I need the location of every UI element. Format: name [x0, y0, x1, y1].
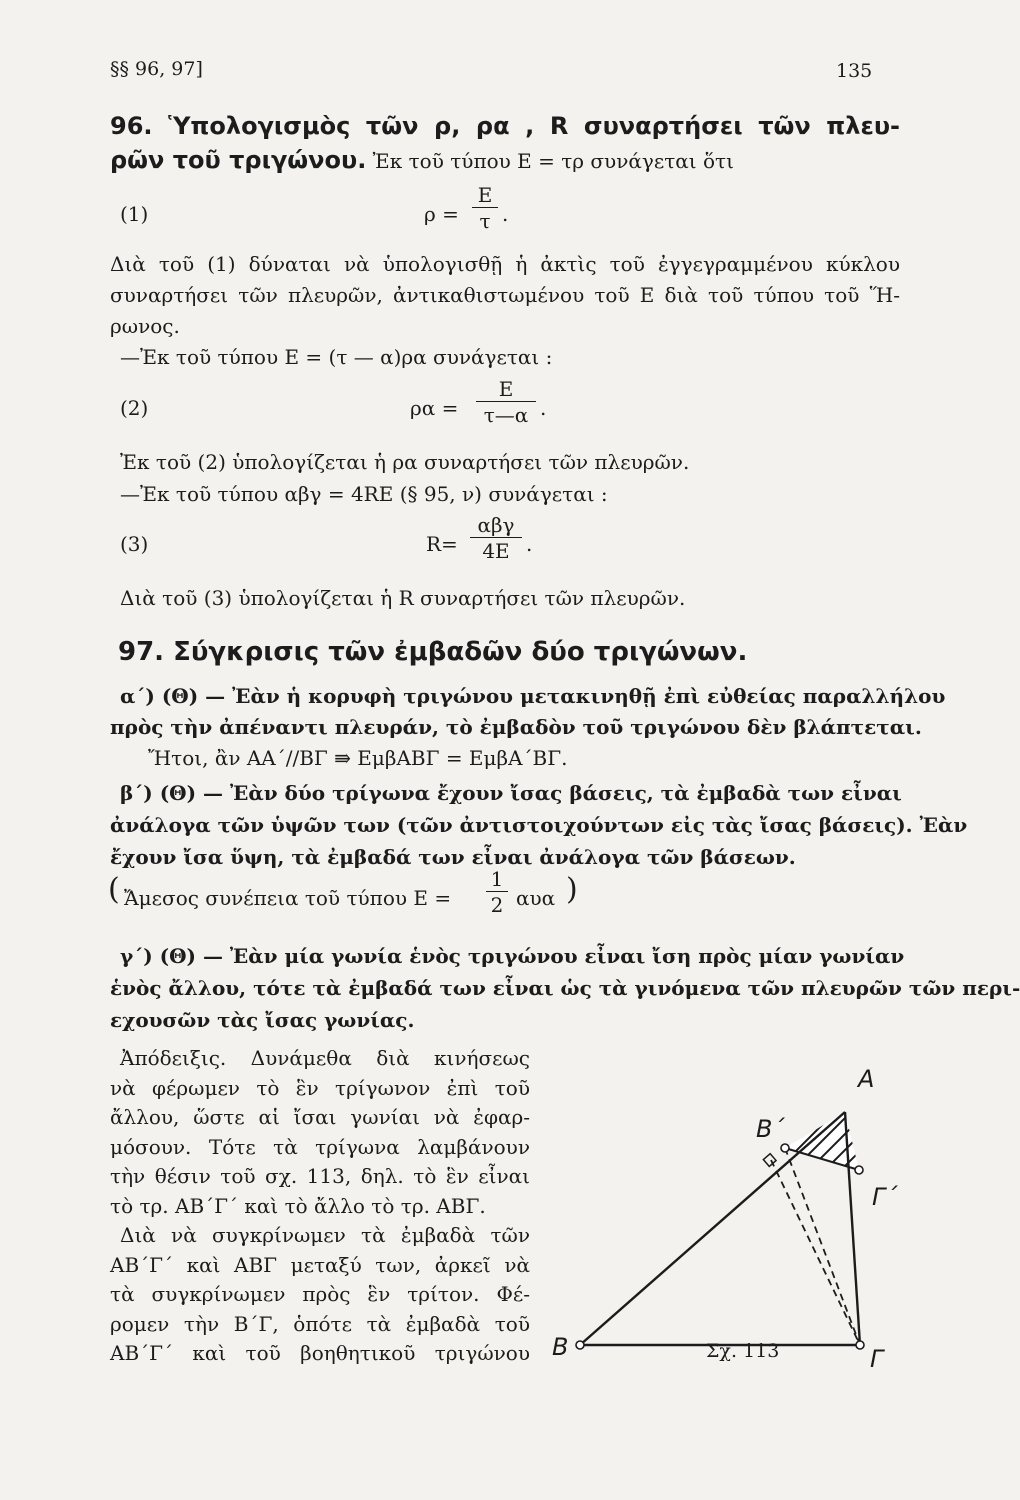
paragraph-line: Διὰ τοῦ (3) ὑπολογίζεται ἡ R συναρτήσει τῶν πλευρῶν.	[120, 586, 686, 610]
theorem-g-line: εχουσῶν τὰς ἴσας γωνίας.	[110, 1008, 415, 1032]
proof-column	[110, 1044, 530, 1369]
label-A: Α	[858, 1065, 875, 1093]
paragraph-line: συναρτήσει τῶν πλευρῶν, ἀντικαθιστωμένου τοῦ Ε διὰ τοῦ τύπου τοῦ Ἥ-	[110, 283, 900, 307]
point-G1	[855, 1166, 863, 1174]
paragraph-line: —Ἐκ τοῦ τύπου Ε = (τ — α)ρα συνάγεται :	[120, 345, 553, 369]
theorem-b-line: ἀνάλογα τῶν ὑψῶν των (τῶν ἀντιστοιχούντων εἰς τὰς ἴσας βάσεις). Ἐὰν	[110, 813, 968, 837]
half-numerator: 1	[490, 867, 504, 891]
proof-line: ΑΒ΄Γ΄ καὶ ΑΒΓ μεταξύ των, ἀρκεῖ νὰ	[110, 1252, 530, 1277]
proof-line: τὸ τρ. ΑΒ΄Γ΄ καὶ τὸ ἄλλο τὸ τρ. ΑΒΓ.	[110, 1193, 486, 1218]
paragraph-line: Διὰ τοῦ (1) δύναται νὰ ὑπολογισθῇ ἡ ἀκτὶς τοῦ ἐγγεγραμμένου κύκλου	[110, 252, 900, 276]
paragraph-line: Ἐκ τοῦ (2) ὑπολογίζεται ἡ ρα συναρτήσει τῶν πλευρῶν.	[120, 450, 690, 474]
eq1-lhs: ρ =	[424, 202, 459, 226]
height-from-G	[771, 1160, 860, 1345]
eq1-label: (1)	[120, 202, 149, 226]
eq2-fraction	[476, 378, 536, 426]
paragraph-line: ρωνος.	[110, 314, 180, 338]
eq3-numerator: αβγ	[477, 513, 515, 537]
theorem-a-line: α΄) (Θ) — Ἐὰν ἡ κορυφὴ τριγώνου μετακινηθῇ ἐπὶ εὐθείας παραλλήλου	[120, 684, 946, 708]
theorem-a-formula: Ἤτοι, ἂν ΑΑ΄//ΒΓ ⇛ ΕμβΑΒΓ = ΕμβΑ΄ΒΓ.	[148, 746, 568, 770]
section-97-title: 97. Σύγκρισις τῶν ἐμβαδῶν δύο τριγώνων.	[118, 637, 748, 667]
eq1-period: .	[502, 202, 509, 226]
close-parenthesis: )	[566, 872, 578, 907]
eq2-numerator: Ε	[498, 377, 514, 401]
theorem-b-line: β΄) (Θ) — Ἐὰν δύο τρίγωνα ἔχουν ἴσας βάσεις, τὰ ἐμβαδὰ των εἶναι	[120, 781, 902, 805]
theorem-g-line: γ΄) (Θ) — Ἐὰν μία γωνία ἑνὸς τριγώνου εἶναι ἴση πρὸς μίαν γωνίαν	[120, 944, 905, 968]
eq3-period: .	[526, 532, 533, 556]
eq2-denominator: τ—α	[483, 403, 529, 427]
section-96-title: 96. Ὑπολογισμὸς τῶν ρ, ρα , R συναρτήσει τῶν πλευ-	[110, 112, 900, 140]
section-96-title-end: ρῶν τοῦ τριγώνου.	[110, 146, 367, 174]
page-number: 135	[836, 60, 873, 82]
theorem-a-line: πρὸς τὴν ἀπέναντι πλευράν, τὸ ἐμβαδὸν τοῦ τριγώνου δὲν βλάπτεται.	[110, 715, 922, 739]
eq3-label: (3)	[120, 532, 149, 556]
section-96-intro: Ἐκ τοῦ τύπου Ε = τρ συνάγεται ὅτι	[366, 149, 734, 173]
proof-line: Ἀπόδειξις. Δυνάμεθα διὰ κινήσεως	[120, 1046, 530, 1070]
half-fraction-bar	[486, 891, 508, 892]
eq1-numerator: Ε	[477, 183, 493, 207]
eq1-fraction-bar	[472, 207, 498, 208]
proof-line: τὴν θέσιν τοῦ σχ. 113, δηλ. τὸ ἓν εἶναι	[110, 1164, 530, 1188]
eq3-lhs: R=	[426, 532, 458, 556]
eq3-fraction	[470, 514, 522, 562]
proof-line: ρομεν τὴν Β΄Γ, ὁπότε τὰ ἐμβαδὰ τοῦ	[110, 1311, 530, 1336]
paragraph-line: —Ἐκ τοῦ τύπου αβγ = 4RΕ (§ 95, ν) συνάγεται :	[120, 482, 608, 506]
figure-caption: Σχ. 113	[706, 1340, 780, 1362]
open-parenthesis: (	[108, 872, 120, 907]
eq1-denominator: τ	[479, 209, 491, 233]
label-B: Β	[552, 1333, 569, 1361]
proof-line: ἄλλου, ὥστε αἱ ἴσαι γωνίαι νὰ ἐφαρ-	[110, 1105, 530, 1129]
half-denominator: 2	[490, 893, 504, 917]
proof-line: τὰ συγκρίνωμεν πρὸς ἓν τρίτον. Φέ-	[110, 1282, 530, 1306]
label-G: Γ	[870, 1345, 884, 1373]
eq2-label: (2)	[120, 396, 149, 420]
point-B	[576, 1341, 584, 1349]
side-BA	[580, 1112, 845, 1345]
point-B1	[781, 1144, 789, 1152]
proof-line: ΑΒ΄Γ΄ καὶ τοῦ βοηθητικοῦ τριγώνου	[110, 1341, 530, 1365]
proof-line: νὰ φέρωμεν τὸ ἓν τρίγωνον ἐπὶ τοῦ	[110, 1075, 530, 1100]
point-G	[856, 1341, 864, 1349]
label-G1: Γ΄	[872, 1183, 898, 1211]
eq3-denominator: 4Ε	[482, 539, 510, 563]
eq3-fraction-bar	[470, 537, 522, 538]
label-B1: Β΄	[756, 1115, 785, 1143]
theorem-b-note-end: αυα	[516, 886, 556, 910]
section-reference: §§ 96, 97]	[110, 58, 203, 80]
proof-line: μόσουν. Τότε τὰ τρίγωνα λαμβάνουν	[110, 1134, 530, 1159]
theorem-b-line: ἔχουν ἴσα ὕψη, τὰ ἐμβαδά των εἶναι ἀνάλογα τῶν βάσεων.	[110, 845, 796, 869]
eq2-lhs: ρα =	[410, 396, 459, 420]
proof-line: Διὰ νὰ συγκρίνωμεν τὰ ἐμβαδὰ τῶν	[120, 1223, 530, 1247]
half-fraction	[486, 868, 508, 916]
section-96-title-cont	[110, 146, 900, 175]
eq2-fraction-bar	[476, 401, 536, 402]
eq1-fraction	[472, 184, 498, 232]
theorem-b-note: Ἄμεσος συνέπεια τοῦ τύπου Ε =	[124, 886, 452, 910]
eq2-period: .	[540, 396, 547, 420]
theorem-g-line: ἑνὸς ἄλλου, τότε τὰ ἐμβαδά των εἶναι ὡς τὰ γινόμενα τῶν πλευρῶν τῶν περι-	[110, 976, 1020, 1000]
